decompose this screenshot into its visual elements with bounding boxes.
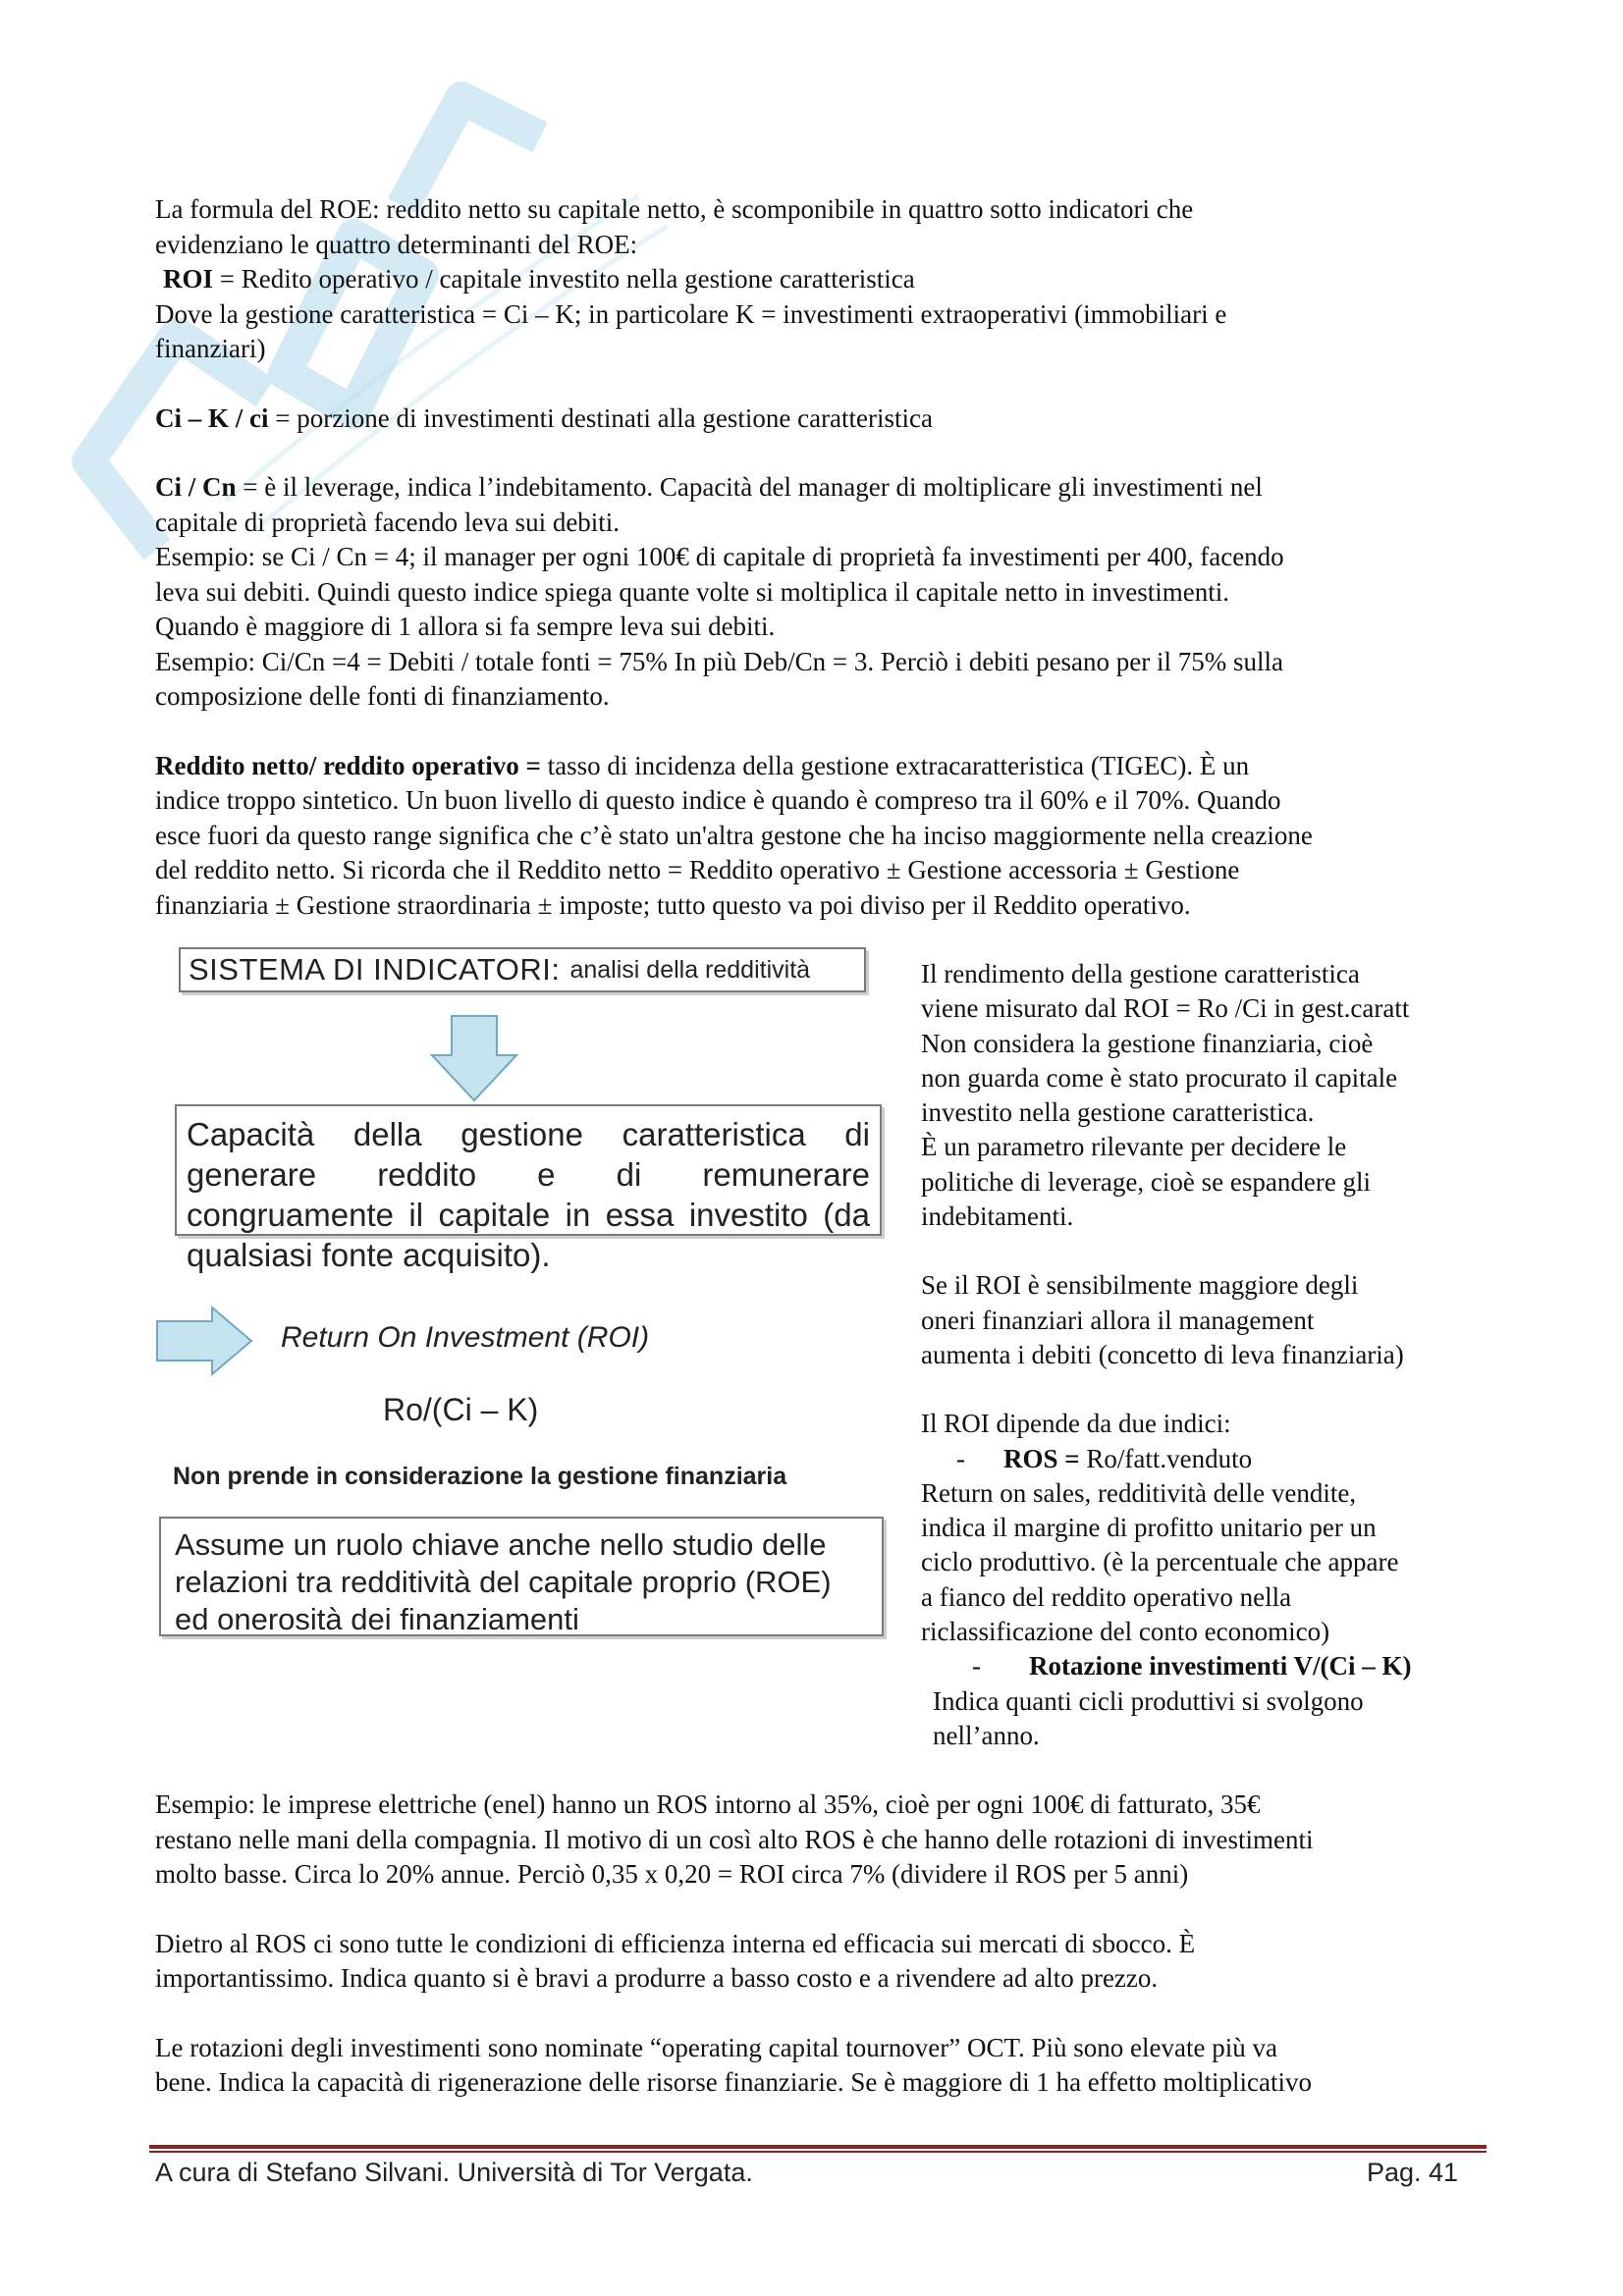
cicn-definition: [155, 470, 1477, 506]
diagram-capacity-box: Capacità della gestione caratteristica di generare reddito e di remunerare congruamente il capitale in essa investito (da qualsiasi fonte acquisito).: [175, 1104, 882, 1236]
footer-author: A cura di Stefano Silvani. Università di Tor Vergata.: [155, 2158, 753, 2187]
roi-label: ROI: [163, 264, 214, 294]
leverage-line-3: leva sui debiti. Quindi questo indice spiega quante volte si moltiplica il capitale netto in investimenti.: [155, 576, 1230, 607]
ros-eff-line-1: Dietro al ROS ci sono tutte le condizioni di efficienza interna ed efficacia sui mercati di sbocco. È: [155, 1928, 1196, 1958]
rotation-label: Rotazione investimenti V/(Ci – K): [1029, 1651, 1412, 1682]
down-arrow-icon: [430, 1014, 518, 1102]
leverage-line-6: composizione delle fonti di finanziamento.: [155, 681, 610, 711]
diagram-roi-formula: Ro/(Ci – K): [383, 1392, 539, 1427]
rotation-item: [921, 1649, 1490, 1683]
intro-line-1: La formula del ROE: reddito netto su capitale netto, è scomponibile in quattro sotto indicatori che: [155, 194, 1194, 224]
ros-text: Ro/fatt.venduto: [1079, 1443, 1253, 1473]
main-text-top: [155, 192, 1477, 923]
footer-rule: [149, 2145, 1487, 2149]
right-a-5: investito nella gestione caratteristica.: [921, 1097, 1315, 1128]
cik-text: = porzione di investimenti destinati alla gestione caratteristica: [268, 402, 934, 433]
cik-label: Ci – K / ci: [155, 402, 269, 433]
tigec-label: Reddito netto/ reddito operativo =: [155, 750, 541, 780]
rotation-desc-1: Indica quanti cicli produttivi si svolgono: [933, 1685, 1364, 1716]
ros-desc-2: indica il margine di profitto unitario per un: [921, 1513, 1377, 1543]
tigec-definition: [155, 749, 1477, 784]
right-b-3: aumenta i debiti (concetto di leva finanziaria): [921, 1339, 1404, 1369]
oct-line-1: Le rotazioni degli investimenti sono nominate “operating capital tournover” OCT. Più sono elevate più va: [155, 2032, 1277, 2062]
enel-line-1: Esempio: le imprese elettriche (enel) hanno un ROS intorno al 35%, cioè per ogni 100€ di fatturato, 35€: [155, 1789, 1261, 1819]
right-a-4: non guarda come è stato procurato il capitale: [921, 1062, 1398, 1093]
right-a-2: viene misurato dal ROI = Ro /Ci in gest.caratt: [921, 993, 1410, 1024]
rotation-dash: -: [972, 1651, 981, 1682]
enel-line-2: restano nelle mani della compagnia. Il motivo di un così alto ROS è che hanno delle rotazioni di investimenti: [155, 1824, 1314, 1854]
roi-text: = Redito operativo / capitale investito nella gestione caratteristica: [213, 264, 915, 294]
ros-desc-1: Return on sales, redditività delle vendite,: [921, 1477, 1357, 1508]
tigec-line-3: del reddito netto. Si ricorda che il Reddito netto = Reddito operativo ± Gestione accessoria ± Gestione: [155, 855, 1240, 884]
cik-definition: [155, 401, 1477, 437]
ros-desc-3: ciclo produttivo. (è la percentuale che appare: [921, 1547, 1399, 1577]
right-a-6: È un parametro rilevante per decidere le: [921, 1132, 1347, 1162]
leverage-line-5: Esempio: Ci/Cn =4 = Debiti / totale fonti = 75% In più Deb/Cn = 3. Perciò i debiti pesano per il 75% sulla: [155, 646, 1284, 676]
ros-desc-5: riclassificazione del conto economico): [921, 1617, 1330, 1647]
page-number: Pag. 41: [1367, 2158, 1459, 2187]
diagram-roi-title: Return On Investment (ROI): [281, 1321, 650, 1354]
gestione-line-1: Dove la gestione caratteristica = Ci – K; in particolare K = investimenti extraoperativi (immobiliari e: [155, 298, 1227, 329]
ros-item: [921, 1442, 1490, 1476]
diagram-roi-note: Non prende in considerazione la gestione finanziaria: [173, 1463, 787, 1490]
right-c-intro: Il ROI dipende da due indici:: [921, 1409, 1231, 1439]
right-arrow-icon: [155, 1306, 253, 1376]
indicator-diagram: [155, 940, 887, 1662]
leverage-line-4: Quando è maggiore di 1 allora si fa sempre leva sui debiti.: [155, 612, 776, 641]
roi-definition: [155, 262, 1477, 297]
rotation-desc-2: nell’anno.: [933, 1720, 1040, 1750]
leverage-line-1: capitale di proprietà facendo leva sui debiti.: [155, 507, 621, 537]
right-a-1: Il rendimento della gestione caratteristica: [921, 959, 1360, 988]
right-column: [921, 957, 1490, 1753]
ros-dash: -: [956, 1443, 965, 1473]
right-b-2: oneri finanziari allora il management: [921, 1305, 1315, 1335]
right-a-3: Non considera la gestione finanziaria, cioè: [921, 1028, 1374, 1058]
tigec-text: tasso di incidenza della gestione extracaratteristica (TIGEC). È un: [540, 750, 1250, 780]
tigec-line-1: indice troppo sintetico. Un buon livello di questo indice è quando è compreso tra il 60% e il 70%. Quando: [155, 785, 1281, 815]
cicn-label: Ci / Cn: [155, 472, 237, 502]
tigec-line-4: finanziaria ± Gestione straordinaria ± imposte; tutto questo va poi diviso per il Reddito operativo.: [155, 889, 1191, 920]
right-b-1: Se il ROI è sensibilmente maggiore degli: [921, 1270, 1359, 1301]
diagram-role-box: Assume un ruolo chiave anche nello studio delle relazioni tra redditività del capitale proprio (ROE) ed onerosità dei finanziamenti: [159, 1517, 884, 1636]
footer-rule-thin: [149, 2151, 1487, 2153]
diagram-title-box: [179, 947, 866, 992]
gestione-line-2: finanziari): [155, 334, 266, 363]
diagram-subtitle: analisi della redditività: [569, 955, 811, 984]
main-text-bottom: [155, 1788, 1477, 2101]
ros-eff-line-2: importantissimo. Indica quanto si è bravi a produrre a basso costo e a rivendere ad alto prezzo.: [155, 1963, 1159, 1993]
tigec-line-2: esce fuori da questo range significa che c’è stato un'altra gestone che ha inciso maggiormente nella creazione: [155, 820, 1313, 850]
cicn-text: = è il leverage, indica l’indebitamento. Capacità del manager di moltiplicare gli investimenti nel: [236, 472, 1263, 502]
oct-line-2: bene. Indica la capacità di rigenerazione delle risorse finanziarie. Se è maggiore di 1 ha effetto moltiplicativo: [155, 2067, 1312, 2097]
right-a-7: politiche di leverage, cioè se espandere gli: [921, 1166, 1372, 1197]
diagram-title: SISTEMA DI INDICATORI:: [189, 952, 561, 987]
right-a-8: indebitamenti.: [921, 1201, 1074, 1232]
ros-desc-4: a fianco del reddito operativo nella: [921, 1581, 1292, 1612]
enel-line-3: molto basse. Circa lo 20% annue. Perciò 0,35 x 0,20 = ROI circa 7% (dividere il ROS per 5 anni): [155, 1859, 1189, 1889]
leverage-line-2: Esempio: se Ci / Cn = 4; il manager per ogni 100€ di capitale di proprietà fa investimenti per 400, facendo: [155, 542, 1284, 571]
intro-line-2: evidenziano le quattro determinanti del ROE:: [155, 229, 638, 259]
ros-label: ROS =: [1003, 1443, 1080, 1473]
